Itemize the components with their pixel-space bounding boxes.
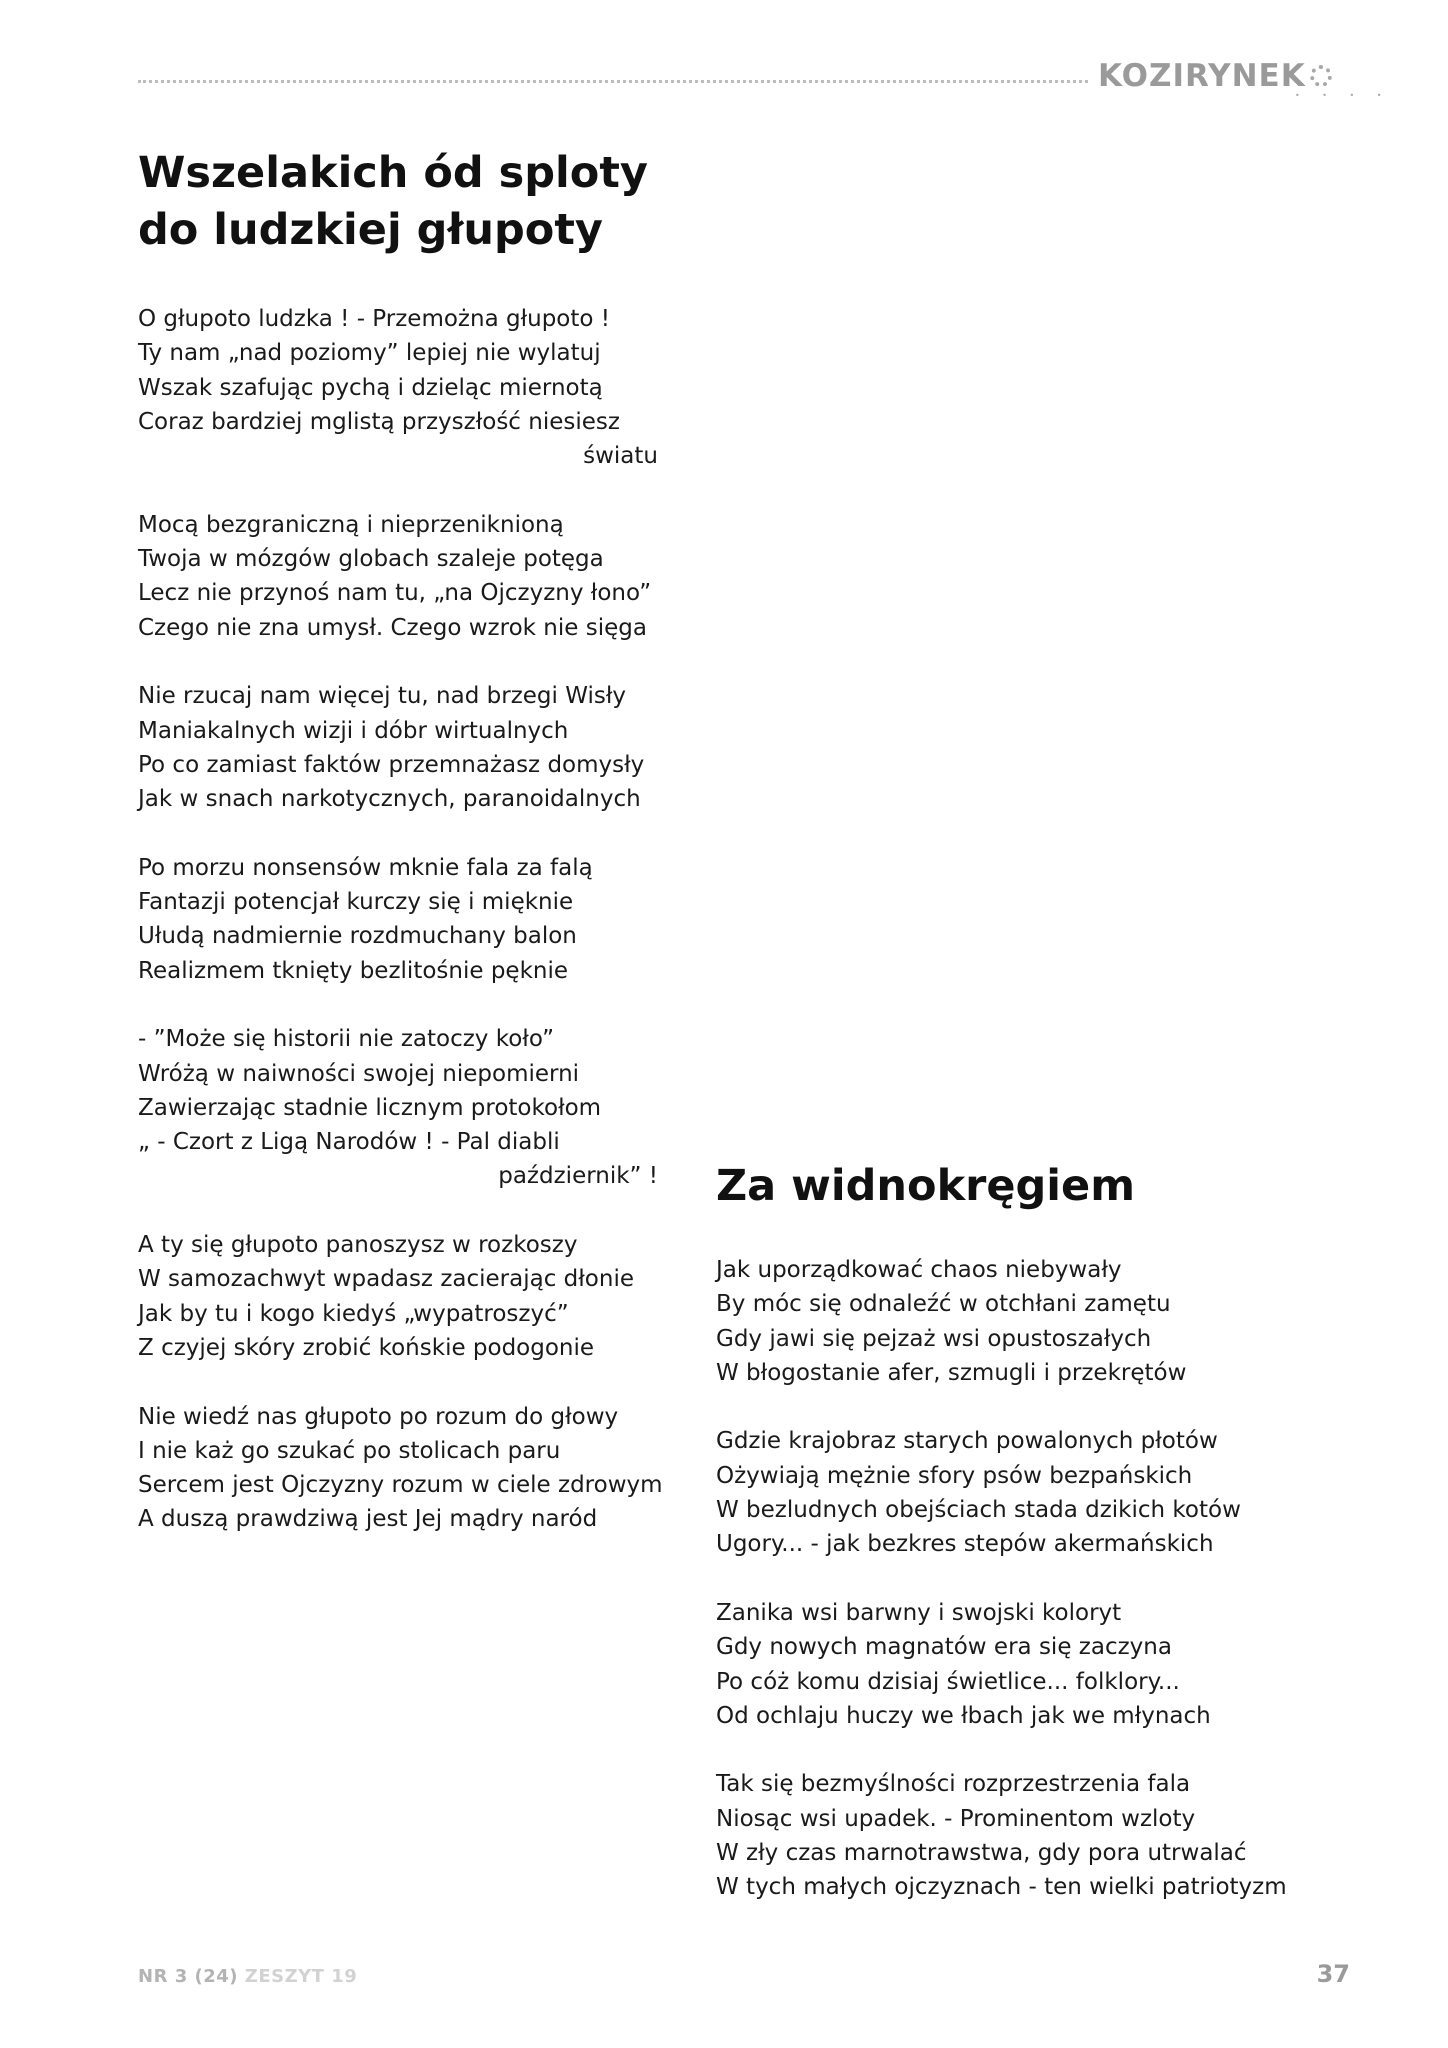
poem-line: Coraz bardziej mglistą przyszłość niesiesz xyxy=(138,408,620,435)
poem-line: Jak uporządkować chaos niebywały xyxy=(716,1257,1122,1283)
poem-line: „ - Czort z Ligą Narodów ! - Pal diabli xyxy=(138,1129,560,1156)
poem-line: W zły czas marnotrawstwa, gdy pora utrwalać xyxy=(716,1840,1247,1867)
poem-line: Po morzu nonsensów mknie fala za falą xyxy=(138,854,593,881)
poem-line: W tych małych ojczyznach - ten wielki patriotyzm xyxy=(716,1874,1287,1901)
stanza xyxy=(138,1228,658,1365)
header-divider xyxy=(138,80,1088,83)
poem-line: Nie wiedź nas głupoto po rozum do głowy xyxy=(138,1403,619,1430)
page-number: 37 xyxy=(1316,1960,1350,1988)
poem-line: By móc się odnaleźć w otchłani zamętu xyxy=(716,1291,1171,1318)
poem-body-1 xyxy=(138,302,663,1571)
gear-icon xyxy=(1310,65,1332,87)
poem-line: Zawierzając stadnie licznym protokołom xyxy=(138,1094,602,1121)
poem-line: Lecz nie przynoś nam tu, „na Ojczyzny łono” xyxy=(138,580,652,607)
poem-line: Z czyjej skóry zrobić końskie podogonie xyxy=(138,1334,595,1361)
poem-line: Realizmem tknięty bezlitośnie pęknie xyxy=(138,957,569,984)
poem-line: Maniakalnych wizji i dóbr wirtualnych xyxy=(138,717,569,744)
poem-line: A ty się głupoto panoszysz w rozkoszy xyxy=(138,1232,578,1259)
logo-text: KOZIRYNEK xyxy=(1098,58,1306,94)
poem-line: Wszak szafując pychą i dzieląc miernotą xyxy=(138,374,603,401)
stanza xyxy=(716,1596,1356,1733)
poem-line: Mocą bezgraniczną i nieprzeniknioną xyxy=(138,511,564,538)
poem-line: Ty nam „nad poziomy” lepiej nie wylatuj xyxy=(138,340,601,367)
title-line: do ludzkiej głupoty xyxy=(138,205,603,255)
poem-line: Fantazji potencjał kurczy się i mięknie xyxy=(138,889,574,916)
poem-line: Zanika wsi barwny i swojski koloryt xyxy=(716,1599,1122,1626)
poem-title-2 xyxy=(716,1158,1316,1215)
poem-line: Nie rzucaj nam więcej tu, nad brzegi Wisły xyxy=(138,683,626,710)
logo-dots: • • • • xyxy=(1295,91,1392,100)
poem-line: Niosąc wsi upadek. - Prominentom wzloty xyxy=(716,1805,1196,1832)
stanza xyxy=(716,1767,1356,1904)
stanza xyxy=(716,1424,1356,1561)
poem-line: W samozachwyt wpadasz zacierając dłonie xyxy=(138,1266,634,1293)
stanza xyxy=(138,302,658,473)
title-line: Za widnokręgiem xyxy=(716,1161,1136,1211)
poem-line: październik” ! xyxy=(498,1163,658,1190)
title-line: Wszelakich ód sploty xyxy=(138,148,648,198)
poem-line: I nie każ go szukać po stolicach paru xyxy=(138,1437,561,1464)
poem-line: Ugory... - jak bezkres stepów akermańskich xyxy=(716,1531,1214,1558)
stanza xyxy=(138,1022,658,1193)
stanza xyxy=(138,1400,663,1537)
poem-line: Po cóż komu dzisiaj świetlice... folklory... xyxy=(716,1668,1180,1695)
poem-line: Jak w snach narkotycznych, paranoidalnych xyxy=(138,786,641,813)
poem-line: W bezludnych obejściach stada dzikich kotów xyxy=(716,1497,1241,1524)
poem-line: Od ochlaju huczy we łbach jak we młynach xyxy=(716,1702,1211,1729)
poem-line: Gdy jawi się pejzaż wsi opustoszałych xyxy=(716,1325,1152,1352)
poem-line: Ożywiają mężnie sfory psów bezpańskich xyxy=(716,1462,1193,1489)
stanza xyxy=(138,508,658,645)
issue-label xyxy=(138,1966,357,1987)
poem-line: A duszą prawdziwą jest Jej mądry naród xyxy=(138,1506,598,1533)
poem-line: W błogostanie afer, szmugli i przekrętów xyxy=(716,1359,1187,1386)
poem-line: Gdy nowych magnatów era się zaczyna xyxy=(716,1634,1172,1661)
poem-line: - ”Może się historii nie zatoczy koło” xyxy=(138,1026,554,1053)
issue-number: NR 3 (24) xyxy=(138,1966,238,1987)
stanza xyxy=(138,851,658,988)
stanza xyxy=(138,679,658,816)
poem-line: Twoja w mózgów globach szaleje potęga xyxy=(138,546,604,573)
poem-line: Jak by tu i kogo kiedyś „wypatroszyć” xyxy=(138,1300,569,1327)
poem-line: Ułudą nadmiernie rozdmuchany balon xyxy=(138,923,577,950)
poem-line: Wróżą w naiwności swojej niepomierni xyxy=(138,1060,580,1087)
poem-line: O głupoto ludzka ! - Przemożna głupoto ! xyxy=(138,306,610,332)
issue-volume: ZESZYT 19 xyxy=(244,1966,358,1987)
poem-body-2 xyxy=(716,1253,1356,1939)
poem-line: Gdzie krajobraz starych powalonych płotów xyxy=(716,1428,1218,1455)
poem-line: Tak się bezmyślności rozprzestrzenia fala xyxy=(716,1771,1191,1798)
poem-line: Czego nie zna umysł. Czego wzrok nie sięga xyxy=(138,614,647,641)
poem-line: Sercem jest Ojczyzny rozum w ciele zdrowym xyxy=(138,1472,663,1499)
poem-line: światu xyxy=(583,443,658,470)
stanza xyxy=(716,1253,1356,1390)
poem-line: Po co zamiast faktów przemnażasz domysły xyxy=(138,751,645,778)
poem-title-1 xyxy=(138,145,698,259)
